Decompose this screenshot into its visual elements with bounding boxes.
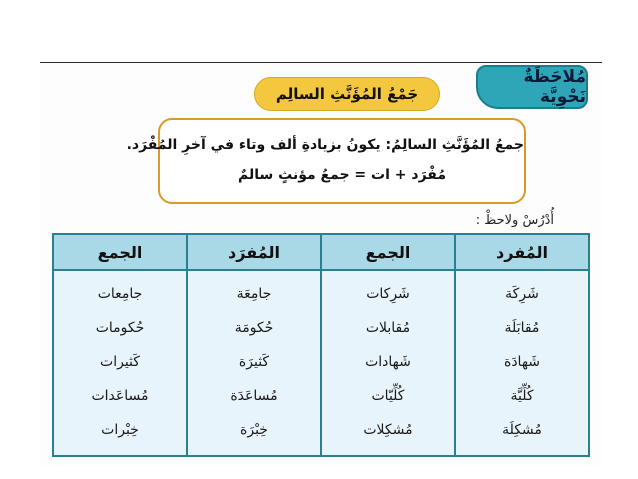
table-cell: شَرِكَة — [505, 286, 539, 302]
table-cell: جامِعَة — [236, 286, 272, 302]
lesson-sheet — [40, 62, 602, 466]
table-cell: حُكومَة — [234, 320, 274, 336]
table-column-singular-2 — [186, 235, 320, 455]
table-column-plural-1 — [320, 235, 454, 455]
plural-examples-table — [52, 233, 590, 457]
table-column-singular-1 — [454, 235, 588, 455]
table-cell: شَهادات — [365, 354, 411, 370]
table-cell: مُساعَدات — [91, 388, 149, 404]
table-cell: كُلِّيَّة — [510, 388, 534, 404]
grammar-note-badge — [476, 65, 588, 109]
table-cell: مُقابلات — [365, 320, 411, 336]
table-cell: كُلِّيّات — [371, 388, 405, 404]
table-cell: مُشكِلَة — [502, 422, 542, 438]
table-cell: خِبْرات — [101, 422, 139, 438]
table-cell: كَثيرَة — [238, 354, 270, 370]
table-cell: مُشكِلات — [363, 422, 413, 438]
lesson-title-text: جَمْعُ المُؤَنَّثِ السالِم — [275, 85, 419, 103]
grammar-note-label: مُلاحَظَةٌ نَحْوِيَّة — [523, 67, 586, 107]
column-body — [54, 271, 186, 455]
rule-formula: مُفْرَد + ات = جمعُ مؤنثٍ سالمٌ — [237, 167, 447, 183]
table-cell: حُكومات — [95, 320, 145, 336]
rule-definition: جمعُ المُؤَنَّثِ السالِمُ: يكونُ بزيادةِ ألف وتاء في آخرِ المُفْرَد. — [126, 137, 524, 153]
column-header: الجمع — [322, 235, 454, 271]
column-body — [322, 271, 454, 455]
table-cell: شَهادَة — [503, 354, 541, 370]
column-body — [456, 271, 588, 455]
column-header: المُفرَد — [188, 235, 320, 271]
table-cell: شَرِكات — [366, 286, 410, 302]
table-cell: خِبْرَة — [240, 422, 268, 438]
table-column-plural-2 — [54, 235, 186, 455]
study-and-observe-label: أُدْرُسْ ولاحظْ : — [475, 213, 554, 228]
lesson-title — [254, 77, 440, 111]
table-cell: كَثيرات — [100, 354, 140, 370]
table-cell: مُساعَدَة — [230, 388, 278, 404]
table-cell: مُقابَلَة — [504, 320, 540, 336]
table-cell: جامِعات — [97, 286, 143, 302]
column-header: الجمع — [54, 235, 186, 271]
column-body — [188, 271, 320, 455]
grammar-rule-box — [126, 118, 526, 204]
column-header: المُفرد — [456, 235, 588, 271]
